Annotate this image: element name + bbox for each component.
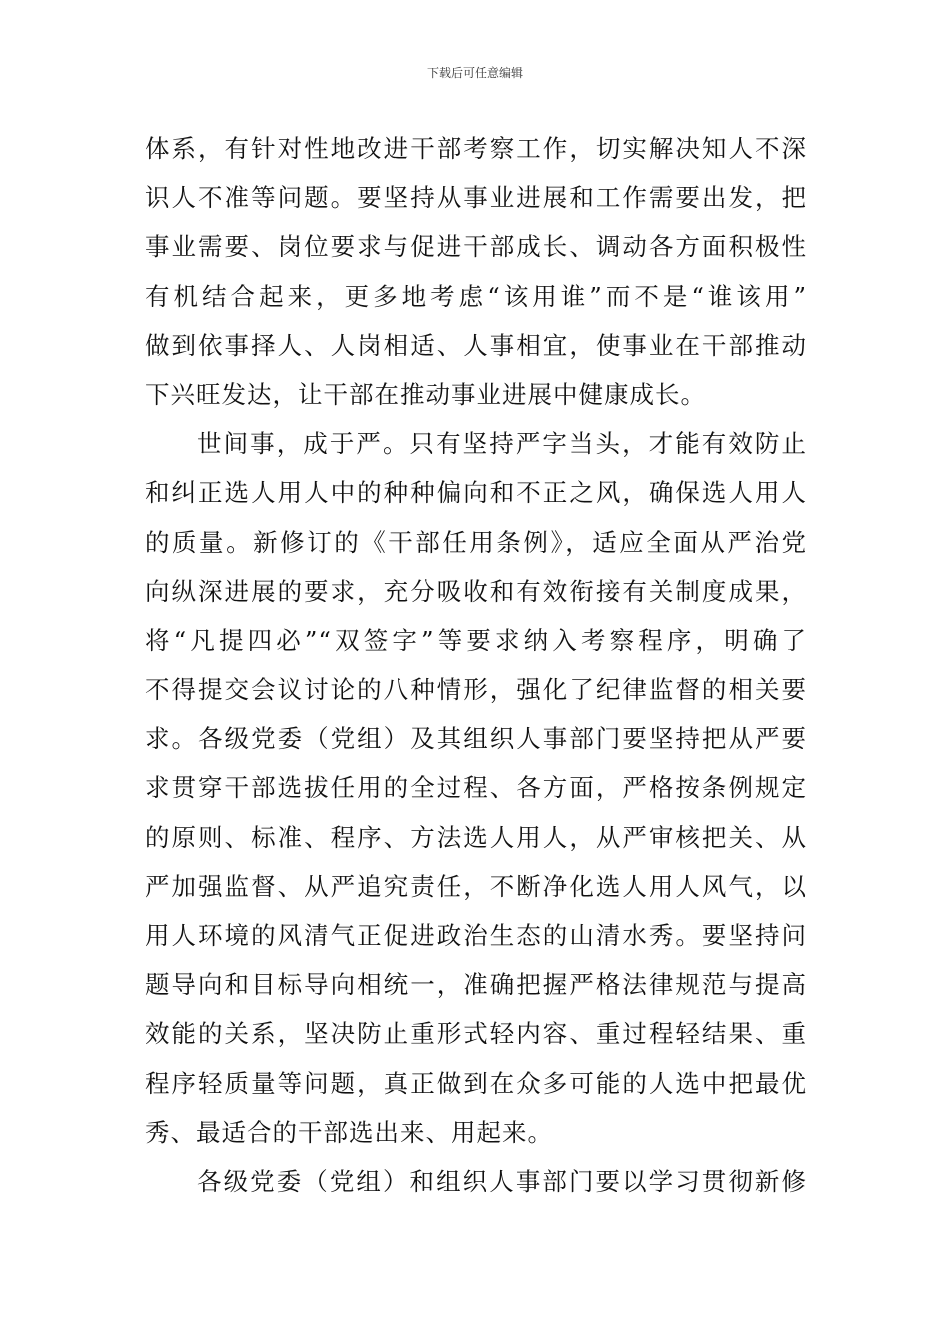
text-line: 求。各级党委（党组）及其组织人事部门要坚持把从严要: [145, 724, 807, 754]
text-line: 事业需要、岗位要求与促进干部成长、调动各方面积极性: [145, 232, 807, 262]
text-line: 的质量。新修订的《干部任用条例》，适应全面从严治党: [145, 527, 807, 557]
page-header: 下载后可任意编辑: [426, 66, 523, 80]
text-line: 用人环境的风清气正促进政治生态的山清水秀。要坚持问: [145, 921, 807, 950]
text-line: 求贯穿干部选拔任用的全过程、各方面，严格按条例规定: [145, 773, 807, 803]
document-body: [145, 124, 807, 1206]
text-line: 将“凡提四必”“双签字”等要求纳入考察程序，明确了: [145, 625, 807, 655]
text-line: 做到依事择人、人岗相适、人事相宜，使事业在干部推动: [145, 330, 807, 360]
text-line: 向纵深进展的要求，充分吸收和有效衔接有关制度成果，: [145, 576, 807, 606]
text-line: 效能的关系，坚决防止重形式轻内容、重过程轻结果、重: [145, 1019, 807, 1049]
text-line: 各级党委（党组）和组织人事部门要以学习贯彻新修: [197, 1166, 807, 1196]
text-line: 识人不准等问题。要坚持从事业进展和工作需要出发，把: [145, 183, 807, 213]
text-line: 秀、最适合的干部选出来、用起来。: [145, 1117, 553, 1147]
text-line: 下兴旺发达，让干部在推动事业进展中健康成长。: [145, 379, 706, 409]
text-line: 不得提交会议讨论的八种情形，强化了纪律监督的相关要: [145, 675, 807, 705]
text-line: 体系，有针对性地改进干部考察工作，切实解决知人不深: [145, 134, 807, 163]
text-line: 世间事，成于严。只有坚持严字当头，才能有效防止: [197, 429, 807, 459]
text-line: 的原则、标准、程序、方法选人用人，从严审核把关、从: [145, 822, 807, 852]
text-line: 题导向和目标导向相统一，准确把握严格法律规范与提高: [145, 970, 807, 1000]
text-line: 程序轻质量等问题，真正做到在众多可能的人选中把最优: [145, 1068, 807, 1098]
text-line: 和纠正选人用人中的种种偏向和不正之风，确保选人用人: [145, 478, 807, 508]
text-line: 严加强监督、从严追究责任，不断净化选人用人风气，以: [145, 871, 807, 901]
text-line: 有机结合起来，更多地考虑“该用谁”而不是“谁该用”: [145, 281, 807, 311]
